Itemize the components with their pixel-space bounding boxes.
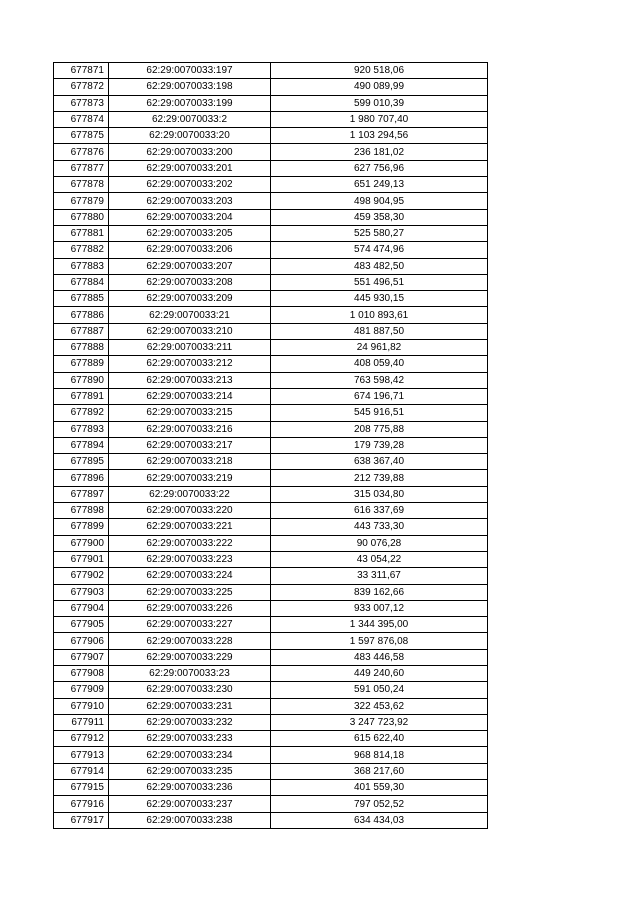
- cadastral-number-cell: 62:29:0070033:199: [109, 95, 271, 111]
- cadastral-number-cell: 62:29:0070033:216: [109, 421, 271, 437]
- table-row: [54, 209, 488, 225]
- table-row: [54, 747, 488, 763]
- value-cell: 498 904,95: [271, 193, 488, 209]
- id-cell: 677877: [54, 160, 109, 176]
- cadastral-number-cell: 62:29:0070033:226: [109, 600, 271, 616]
- value-cell: 179 739,28: [271, 437, 488, 453]
- value-cell: 315 034,80: [271, 486, 488, 502]
- id-cell: 677912: [54, 731, 109, 747]
- table-row: [54, 584, 488, 600]
- cadastral-number-cell: 62:29:0070033:220: [109, 503, 271, 519]
- id-cell: 677880: [54, 209, 109, 225]
- value-cell: 615 622,40: [271, 731, 488, 747]
- cadastral-number-cell: 62:29:0070033:227: [109, 617, 271, 633]
- table-row: [54, 372, 488, 388]
- id-cell: 677879: [54, 193, 109, 209]
- table-row: [54, 291, 488, 307]
- id-cell: 677904: [54, 600, 109, 616]
- cadastral-number-cell: 62:29:0070033:198: [109, 79, 271, 95]
- id-cell: 677900: [54, 535, 109, 551]
- cadastral-number-cell: 62:29:0070033:209: [109, 291, 271, 307]
- id-cell: 677893: [54, 421, 109, 437]
- cadastral-number-cell: 62:29:0070033:218: [109, 454, 271, 470]
- table-row: [54, 763, 488, 779]
- value-cell: 401 559,30: [271, 780, 488, 796]
- cadastral-number-cell: 62:29:0070033:219: [109, 470, 271, 486]
- cadastral-number-cell: 62:29:0070033:222: [109, 535, 271, 551]
- cadastral-number-cell: 62:29:0070033:207: [109, 258, 271, 274]
- cadastral-number-cell: 62:29:0070033:211: [109, 340, 271, 356]
- value-cell: 968 814,18: [271, 747, 488, 763]
- value-cell: 1 344 395,00: [271, 617, 488, 633]
- cadastral-number-cell: 62:29:0070033:238: [109, 812, 271, 828]
- id-cell: 677875: [54, 128, 109, 144]
- value-cell: 599 010,39: [271, 95, 488, 111]
- cadastral-number-cell: 62:29:0070033:22: [109, 486, 271, 502]
- table-row: [54, 568, 488, 584]
- value-cell: 43 054,22: [271, 551, 488, 567]
- table-row: [54, 160, 488, 176]
- table-row: [54, 535, 488, 551]
- value-cell: 459 358,30: [271, 209, 488, 225]
- cadastral-number-cell: 62:29:0070033:20: [109, 128, 271, 144]
- cadastral-number-cell: 62:29:0070033:23: [109, 665, 271, 681]
- value-cell: 638 367,40: [271, 454, 488, 470]
- cadastral-number-cell: 62:29:0070033:237: [109, 796, 271, 812]
- cadastral-number-cell: 62:29:0070033:217: [109, 437, 271, 453]
- id-cell: 677914: [54, 763, 109, 779]
- cadastral-number-cell: 62:29:0070033:213: [109, 372, 271, 388]
- value-cell: 574 474,96: [271, 242, 488, 258]
- id-cell: 677889: [54, 356, 109, 372]
- id-cell: 677903: [54, 584, 109, 600]
- table-row: [54, 617, 488, 633]
- id-cell: 677873: [54, 95, 109, 111]
- table-row: [54, 356, 488, 372]
- id-cell: 677913: [54, 747, 109, 763]
- cadastral-number-cell: 62:29:0070033:221: [109, 519, 271, 535]
- value-cell: 797 052,52: [271, 796, 488, 812]
- cadastral-number-cell: 62:29:0070033:234: [109, 747, 271, 763]
- id-cell: 677891: [54, 388, 109, 404]
- table-row: [54, 470, 488, 486]
- id-cell: 677872: [54, 79, 109, 95]
- table-row: [54, 649, 488, 665]
- id-cell: 677905: [54, 617, 109, 633]
- id-cell: 677898: [54, 503, 109, 519]
- table-row: [54, 486, 488, 502]
- table-row: [54, 388, 488, 404]
- value-cell: 525 580,27: [271, 225, 488, 241]
- value-cell: 481 887,50: [271, 323, 488, 339]
- cadastral-number-cell: 62:29:0070033:229: [109, 649, 271, 665]
- id-cell: 677884: [54, 274, 109, 290]
- id-cell: 677910: [54, 698, 109, 714]
- value-cell: 591 050,24: [271, 682, 488, 698]
- id-cell: 677894: [54, 437, 109, 453]
- table-row: [54, 519, 488, 535]
- table-row: [54, 274, 488, 290]
- value-cell: 651 249,13: [271, 177, 488, 193]
- value-cell: 490 089,99: [271, 79, 488, 95]
- value-cell: 634 434,03: [271, 812, 488, 828]
- table-row: [54, 177, 488, 193]
- cadastral-number-cell: 62:29:0070033:232: [109, 714, 271, 730]
- table-row: [54, 454, 488, 470]
- value-cell: 445 930,15: [271, 291, 488, 307]
- value-cell: 236 181,02: [271, 144, 488, 160]
- cadastral-number-cell: 62:29:0070033:235: [109, 763, 271, 779]
- id-cell: 677886: [54, 307, 109, 323]
- id-cell: 677902: [54, 568, 109, 584]
- table-row: [54, 714, 488, 730]
- id-cell: 677890: [54, 372, 109, 388]
- table-row: [54, 551, 488, 567]
- id-cell: 677906: [54, 633, 109, 649]
- value-cell: 1 597 876,08: [271, 633, 488, 649]
- id-cell: 677901: [54, 551, 109, 567]
- cadastral-number-cell: 62:29:0070033:203: [109, 193, 271, 209]
- id-cell: 677917: [54, 812, 109, 828]
- value-cell: 90 076,28: [271, 535, 488, 551]
- value-cell: 1 103 294,56: [271, 128, 488, 144]
- id-cell: 677881: [54, 225, 109, 241]
- id-cell: 677915: [54, 780, 109, 796]
- id-cell: 677916: [54, 796, 109, 812]
- value-cell: 449 240,60: [271, 665, 488, 681]
- cadastral-number-cell: 62:29:0070033:230: [109, 682, 271, 698]
- table-row: [54, 780, 488, 796]
- table-row: [54, 258, 488, 274]
- cadastral-number-cell: 62:29:0070033:21: [109, 307, 271, 323]
- id-cell: 677887: [54, 323, 109, 339]
- value-cell: 443 733,30: [271, 519, 488, 535]
- id-cell: 677896: [54, 470, 109, 486]
- table-row: [54, 405, 488, 421]
- id-cell: 677892: [54, 405, 109, 421]
- value-cell: 208 775,88: [271, 421, 488, 437]
- table-row: [54, 63, 488, 79]
- id-cell: 677882: [54, 242, 109, 258]
- id-cell: 677899: [54, 519, 109, 535]
- table-row: [54, 323, 488, 339]
- cadastral-number-cell: 62:29:0070033:206: [109, 242, 271, 258]
- table-row: [54, 796, 488, 812]
- id-cell: 677911: [54, 714, 109, 730]
- cadastral-number-cell: 62:29:0070033:225: [109, 584, 271, 600]
- cadastral-number-cell: 62:29:0070033:236: [109, 780, 271, 796]
- id-cell: 677878: [54, 177, 109, 193]
- table-row: [54, 437, 488, 453]
- id-cell: 677908: [54, 665, 109, 681]
- value-cell: 212 739,88: [271, 470, 488, 486]
- cadastral-number-cell: 62:29:0070033:228: [109, 633, 271, 649]
- table-row: [54, 682, 488, 698]
- table-row: [54, 307, 488, 323]
- value-cell: 368 217,60: [271, 763, 488, 779]
- cadastral-number-cell: 62:29:0070033:202: [109, 177, 271, 193]
- table-row: [54, 128, 488, 144]
- table-row: [54, 193, 488, 209]
- table-row: [54, 731, 488, 747]
- id-cell: 677907: [54, 649, 109, 665]
- value-cell: 933 007,12: [271, 600, 488, 616]
- value-cell: 920 518,06: [271, 63, 488, 79]
- id-cell: 677885: [54, 291, 109, 307]
- cadastral-number-cell: 62:29:0070033:204: [109, 209, 271, 225]
- cadastral-number-cell: 62:29:0070033:208: [109, 274, 271, 290]
- table-row: [54, 421, 488, 437]
- value-cell: 839 162,66: [271, 584, 488, 600]
- value-cell: 33 311,67: [271, 568, 488, 584]
- value-cell: 3 247 723,92: [271, 714, 488, 730]
- table-row: [54, 665, 488, 681]
- table-row: [54, 600, 488, 616]
- value-cell: 408 059,40: [271, 356, 488, 372]
- value-cell: 322 453,62: [271, 698, 488, 714]
- table-row: [54, 144, 488, 160]
- value-cell: 616 337,69: [271, 503, 488, 519]
- value-cell: 483 482,50: [271, 258, 488, 274]
- cadastral-number-cell: 62:29:0070033:231: [109, 698, 271, 714]
- table-row: [54, 79, 488, 95]
- value-cell: 551 496,51: [271, 274, 488, 290]
- table-row: [54, 225, 488, 241]
- id-cell: 677876: [54, 144, 109, 160]
- cadastral-number-cell: 62:29:0070033:214: [109, 388, 271, 404]
- value-cell: 483 446,58: [271, 649, 488, 665]
- id-cell: 677895: [54, 454, 109, 470]
- id-cell: 677874: [54, 111, 109, 127]
- cadastral-number-cell: 62:29:0070033:223: [109, 551, 271, 567]
- table-row: [54, 340, 488, 356]
- id-cell: 677888: [54, 340, 109, 356]
- document-page: [53, 62, 488, 829]
- value-cell: 1 010 893,61: [271, 307, 488, 323]
- table-row: [54, 111, 488, 127]
- cadastral-number-cell: 62:29:0070033:210: [109, 323, 271, 339]
- id-cell: 677883: [54, 258, 109, 274]
- value-cell: 545 916,51: [271, 405, 488, 421]
- cadastral-number-cell: 62:29:0070033:224: [109, 568, 271, 584]
- id-cell: 677871: [54, 63, 109, 79]
- cadastral-number-cell: 62:29:0070033:205: [109, 225, 271, 241]
- cadastral-number-cell: 62:29:0070033:197: [109, 63, 271, 79]
- table-row: [54, 812, 488, 828]
- cadastral-number-cell: 62:29:0070033:215: [109, 405, 271, 421]
- value-cell: 24 961,82: [271, 340, 488, 356]
- table-row: [54, 633, 488, 649]
- value-cell: 763 598,42: [271, 372, 488, 388]
- value-cell: 1 980 707,40: [271, 111, 488, 127]
- cadastral-number-cell: 62:29:0070033:233: [109, 731, 271, 747]
- cadastral-number-cell: 62:29:0070033:200: [109, 144, 271, 160]
- table-row: [54, 95, 488, 111]
- value-cell: 674 196,71: [271, 388, 488, 404]
- cadastral-number-cell: 62:29:0070033:2: [109, 111, 271, 127]
- id-cell: 677897: [54, 486, 109, 502]
- value-cell: 627 756,96: [271, 160, 488, 176]
- cadastral-value-table: [53, 62, 488, 829]
- table-body: [54, 63, 488, 829]
- cadastral-number-cell: 62:29:0070033:212: [109, 356, 271, 372]
- table-row: [54, 698, 488, 714]
- table-row: [54, 242, 488, 258]
- id-cell: 677909: [54, 682, 109, 698]
- cadastral-number-cell: 62:29:0070033:201: [109, 160, 271, 176]
- table-row: [54, 503, 488, 519]
